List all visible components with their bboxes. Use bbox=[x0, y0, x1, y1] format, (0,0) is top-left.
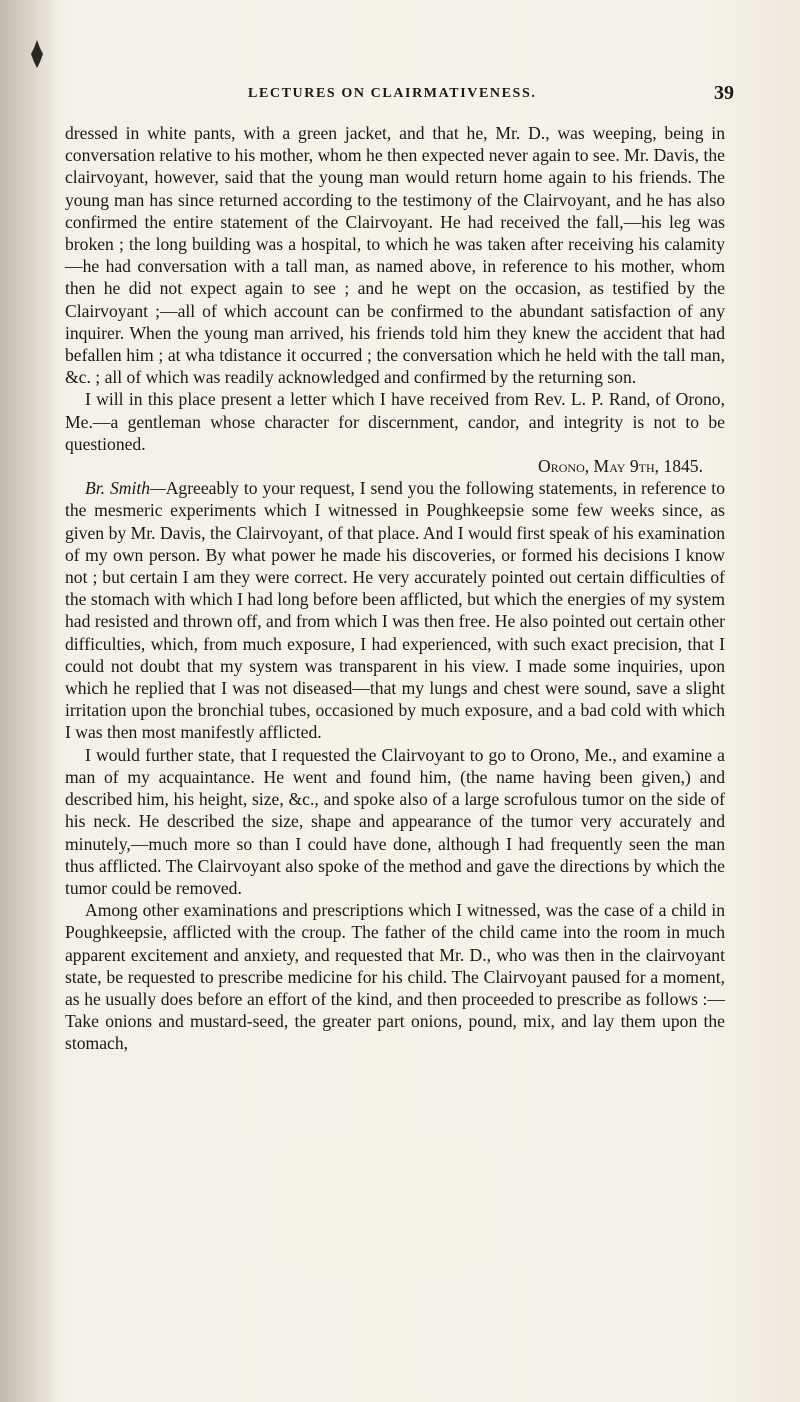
letter-dateline bbox=[65, 455, 725, 477]
paragraph-continued: dressed in white pants, with a green jacket, and that he, Mr. D., was weeping, being in conversation relative to his mother, whom he then expected never again to see. Mr. Davis, the clairvoyant, however, said that the young man would return home again to his friends. The young man has since returned according to the testimony of the Clairvoyant, and he has also confirmed the entire statement of the Clairvoyant. He had received the fall,—his leg was broken ; the long building was a hospital, to which he was taken after receiving his calamity—he had conversation with a tall man, as named above, in reference to his mother, whom then he did not expect again to see ; and he wept on the occasion, as testified by the Clairvoyant ;—all of which account can be confirmed to the abundant satisfaction of any inquirer. When the young man arrived, his friends told him they knew the accident that had befallen him ; at wha tdistance it occurred ; the conversation which he held with the tall man, &c. ; all of which was readily acknowledged and confirmed by the returning son. bbox=[65, 123, 725, 388]
spine-shadow bbox=[0, 0, 60, 1402]
page-number: 39 bbox=[714, 82, 734, 104]
ink-blot-mark bbox=[30, 40, 44, 68]
letter-first-paragraph: Agreeably to your request, I send you the following statements, in reference to the mesmeric experiments which I witnessed in Poughkeepsie some few weeks since, as given by Mr. Davis, the Clairvoyant, of that place. And I would first speak of his examination of my own person. By what power he made his discoveries, or formed his decisions I know not ; but certain I am they were correct. He very accurately pointed out certain difficulties of the stomach with which I had long before been afflicted, but which the energies of my system had resisted and thrown off, and from which I was then free. He also pointed out certain other difficulties, which, from much exposure, I had experienced, with such exact precision, that I could not doubt that my system was transparent in his view. I made some inquiries, upon which he replied that I was not diseased—that my lungs and chest were sound, save a slight irritation upon the bronchial tubes, occasioned by much exposure, and a bad cold with which I was then most manifestly afflicted. bbox=[65, 478, 725, 743]
paragraph-letter-intro: I will in this place present a letter which I have received from Rev. L. P. Rand, of Orono, Me.—a gentleman whose character for discernment, candor, and integrity is not to be questioned. bbox=[65, 389, 725, 454]
paragraph-letter-body bbox=[65, 477, 725, 743]
running-head: LECTURES ON CLAIRMATIVENESS. bbox=[248, 86, 537, 101]
paragraph-croup-case: Among other examinations and prescriptions which I witnessed, was the case of a child in Poughkeepsie, afflicted with the croup. The father of the child came into the room in much apparent excitement and anxiety, and requested that Mr. D., who was then in the clairvoyant state, be requested to prescribe medicine for his child. The Clairvoyant paused for a moment, as he usually does before an effort of the kind, and then proceeded to prescribe as follows :—Take onions and mustard-seed, the greater part onions, pound, mix, and lay them upon the stomach, bbox=[65, 900, 725, 1054]
letter-salutation: Br. Smith— bbox=[85, 478, 166, 499]
paragraph-orono-examination: I would further state, that I requested the Clairvoyant to go to Orono, Me., and examine a man of my acquaintance. He went and found him, (the name having been given,) and described him, his height, size, &c., and spoke also of a large scrofulous tumor on the side of his neck. He described the size, shape and appearance of the tumor very accurately and minutely,—much more so than I could have done, although I had frequently seen the man thus afflicted. The Clairvoyant also spoke of the method and gave the directions by which the tumor could be removed. bbox=[65, 744, 725, 898]
page-header bbox=[0, 82, 800, 110]
dateline-text: Orono, May 9th, 1845. bbox=[538, 456, 703, 477]
body-text bbox=[65, 122, 725, 1055]
